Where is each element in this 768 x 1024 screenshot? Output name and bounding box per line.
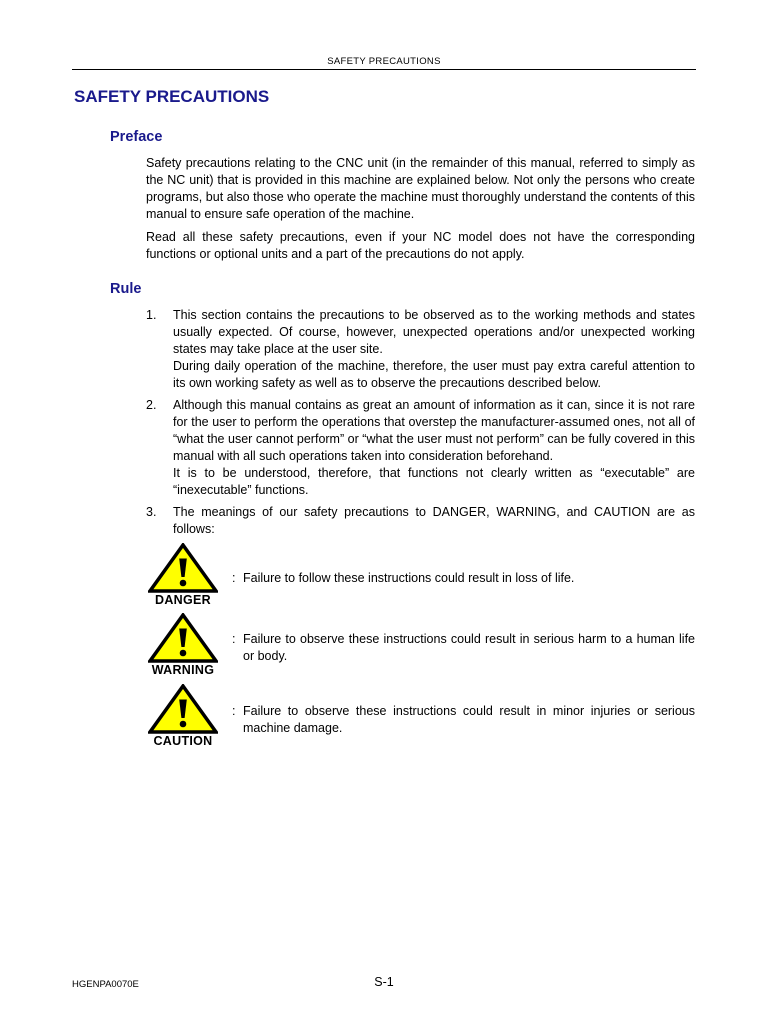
rule-item-text: The meanings of our safety precautions to DANGER, WARNING, and CAUTION are as follows: (173, 505, 695, 536)
warning-triangle-icon (148, 543, 218, 593)
warning-triangle-icon (148, 684, 218, 734)
warning-label: WARNING (151, 663, 215, 677)
danger-description (232, 570, 695, 587)
preface-paragraph-1: Safety precautions relating to the CNC unit (in the remainder of this manual, referred to simply as the NC unit) that is provided in this machine are explained below. Not only the persons who create programs, but also those who operate the machine must thoroughly understand the contents of this manual to ensure safe operation of the machine. (146, 156, 695, 221)
danger-label: DANGER (155, 593, 211, 607)
caution-colon: : (232, 704, 236, 718)
page-title: SAFETY PRECAUTIONS (74, 87, 270, 106)
warning-colon: : (232, 632, 236, 646)
caution-text: Failure to observe these instructions could result in minor injuries or serious machine damage. (243, 704, 695, 735)
warning-triangle-icon (148, 613, 218, 663)
rule-heading: Rule (110, 281, 142, 297)
danger-text: Failure to follow these instructions could result in loss of life. (243, 571, 575, 585)
page-number: S-1 (374, 975, 394, 989)
rule-item-number: 3. (146, 505, 157, 519)
rule-item-text: Although this manual contains as great an amount of information as it can, since it is not rare for the user to perform the operations that overstep the manufacturer-assumed ones, not all of “what the user cannot perform” or “what the user must not perform” can be fully covered in this manual with all such operations taken into consideration beforehand. (173, 398, 695, 463)
rule-item-text: This section contains the precautions to be observed as to the working methods and states usually expected. Of course, however, unexpected operations and/or unexpected working states may take place at the user site. (173, 308, 695, 356)
warning-symbol (146, 613, 220, 677)
danger-colon: : (232, 571, 236, 585)
warning-description (232, 631, 695, 665)
rule-item-1 (173, 307, 695, 392)
danger-symbol (146, 543, 220, 607)
rule-item-number: 2. (146, 398, 157, 412)
rule-item-text: During daily operation of the machine, therefore, the user must pay extra careful attention to its own working safety as well as to observe the precautions described below. (173, 359, 695, 390)
caution-symbol (146, 684, 220, 748)
rule-item-2 (173, 397, 695, 499)
rule-item-number: 1. (146, 308, 157, 322)
header-rule (72, 69, 696, 70)
warning-text: Failure to observe these instructions could result in serious harm to a human life or body. (243, 632, 695, 663)
running-header: SAFETY PRECAUTIONS (327, 56, 441, 67)
preface-heading: Preface (110, 129, 163, 145)
rule-item-3 (173, 504, 695, 538)
rule-item-text: It is to be understood, therefore, that functions not clearly written as “executable” are “inexecutable” functions. (173, 466, 695, 497)
caution-description (232, 703, 695, 737)
preface-paragraph-2: Read all these safety precautions, even if your NC model does not have the corresponding functions or optional units and a part of the precautions do not apply. (146, 230, 695, 261)
footer-document-code: HGENPA0070E (72, 979, 139, 990)
caution-label: CAUTION (153, 734, 213, 748)
